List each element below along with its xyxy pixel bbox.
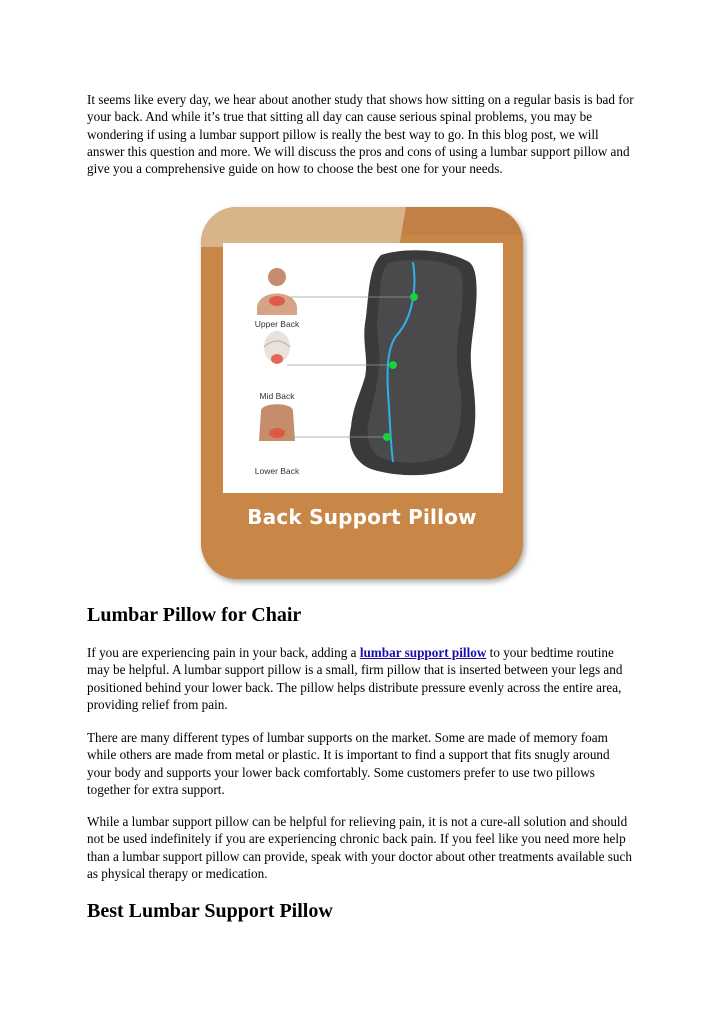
label-lower-back: Lower Back [254, 466, 300, 476]
heading-best-lumbar-support-pillow: Best Lumbar Support Pillow [87, 900, 333, 922]
section1-paragraph-2: There are many different types of lumbar supports on the market. Some are made of memory foam while others are made from metal or plastic. It is important to find a support that fits snugly around your body and supports your lower back comfortably. Some customers prefer to use two pillows together for extra support. [87, 730, 610, 797]
section1-paragraph-3: While a lumbar support pillow can be helpful for relieving pain, it is not a cure-all solution and should not be used indefinitely if you are experiencing chronic back pain. If you feel like you need more help than a lumbar support pillow can provide, speak with your doctor about other treatments available such as physical therapy or medication. [87, 814, 632, 881]
heading-lumbar-pillow-for-chair: Lumbar Pillow for Chair [87, 604, 302, 626]
lumbar-support-pillow-link[interactable]: lumbar support pillow [359, 645, 487, 660]
section1-paragraph-1 [87, 644, 635, 713]
intro-paragraph: It seems like every day, we hear about another study that shows how sitting on a regular basis is bad for your back. And while it’s true that sitting all day can cause serious spinal problems, you may be wondering if using a lumbar support pillow is really the best way to go. In this blog post, we will answer this question and more. We will discuss the pros and cons of using a lumbar support pillow and give you a comprehensive guide on how to choose the best one for your needs. [87, 92, 634, 177]
p1-text-after: to your bedtime routine may be helpful. A lumbar support pillow is a small, firm pillow that is inserted between your legs and positioned behind your lower back. The pillow helps distribute pressure evenly across the entire area, providing relief from pain. [87, 645, 623, 712]
product-image [201, 207, 523, 579]
label-mid-back: Mid Back [259, 391, 295, 401]
label-upper-back: Upper Back [254, 319, 300, 329]
p1-text-before: If you are experiencing pain in your back, adding a [87, 645, 360, 660]
image-caption: Back Support Pillow [247, 505, 477, 529]
